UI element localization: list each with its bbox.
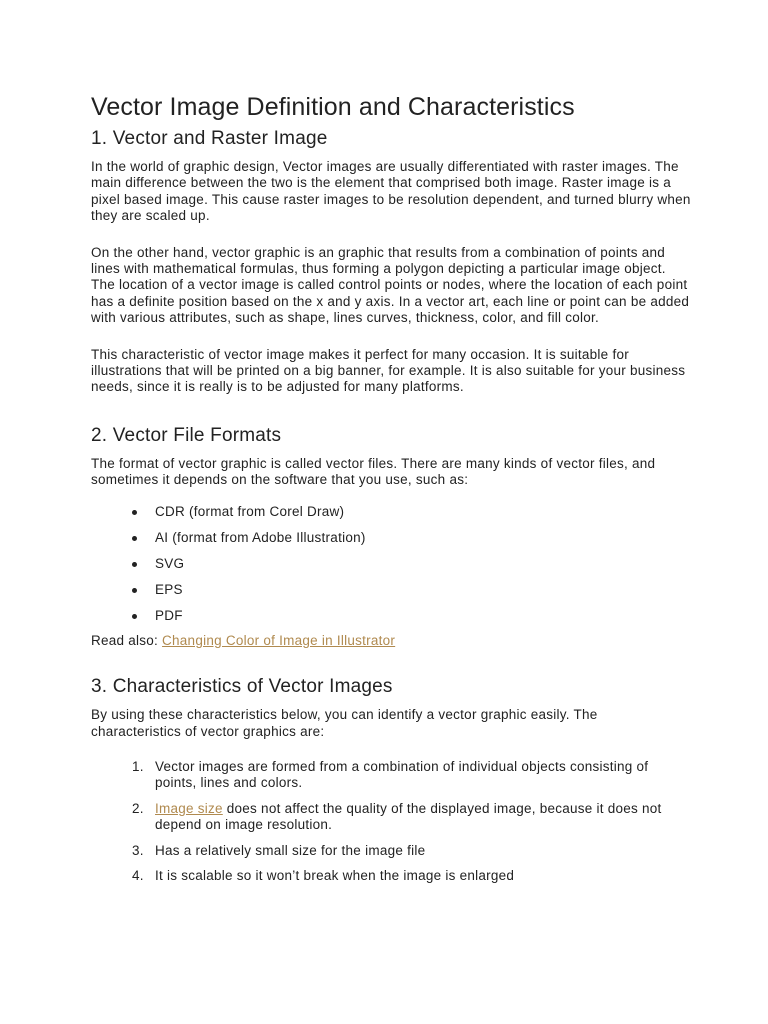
format-label: CDR (format from Corel Draw) — [155, 503, 345, 519]
format-label: PDF — [155, 607, 183, 623]
list-number: 4. — [132, 867, 144, 883]
section-heading-file-formats: 2. Vector File Formats — [91, 424, 282, 446]
paragraph-vector-uses: This characteristic of vector image makes it perfect for many occasion. It is suitable for illustrations that will be printed on a big banner, for example. It is also suitable for your business needs, since it is really is to be adjusted for many platforms. — [91, 346, 686, 395]
list-number: 3. — [132, 842, 144, 858]
list-item-text: Vector images are formed from a combination of individual objects consisting of points, lines and colors. — [155, 758, 649, 791]
characteristics-list — [91, 759, 691, 884]
list-item-text: Has a relatively small size for the image file — [155, 842, 426, 858]
list-item-text: It is scalable so it won’t break when the image is enlarged — [155, 867, 515, 883]
document-page — [91, 92, 691, 893]
section-heading-vector-raster: 1. Vector and Raster Image — [91, 128, 328, 149]
paragraph-vector-definition: On the other hand, vector graphic is an graphic that results from a combination of points and lines with mathematical formulas, thus forming a polygon depicting a particular image object. The location of a vector image is called control points or nodes, where the location of each point has a definite position based on the x and y axis. In a vector art, each line or point can be added with various attributes, such as shape, lines curves, thickness, color, and fill color. — [91, 244, 690, 326]
paragraph-formats-intro: The format of vector graphic is called vector files. There are many kinds of vector files, and sometimes it depends on the software that you use, such as: — [91, 455, 656, 488]
read-also-label: Read also: — [91, 632, 163, 648]
read-also-line — [91, 633, 691, 649]
list-item — [91, 759, 691, 792]
section-heading-characteristics: 3. Characteristics of Vector Images — [91, 676, 393, 698]
format-label: SVG — [155, 555, 185, 571]
list-number: 2. — [132, 800, 144, 816]
list-item-text: does not affect the quality of the displayed image, because it does not depend on image resolution. — [155, 800, 662, 833]
bullet-icon — [132, 536, 137, 541]
bullet-icon — [132, 510, 137, 515]
bullet-icon — [132, 614, 137, 619]
list-item — [91, 868, 691, 884]
list-item — [91, 801, 691, 834]
format-label: AI (format from Adobe Illustration) — [155, 529, 366, 545]
list-item — [91, 504, 691, 520]
bullet-icon — [132, 588, 137, 593]
list-item — [91, 843, 691, 859]
paragraph-characteristics-intro: By using these characteristics below, you can identify a vector graphic easily. The characteristics of vector graphics are: — [91, 707, 598, 739]
read-also-link[interactable]: Changing Color of Image in Illustrator — [162, 632, 396, 648]
bullet-icon — [132, 562, 137, 567]
list-item — [91, 582, 691, 598]
format-label: EPS — [155, 581, 183, 597]
list-number: 1. — [132, 758, 144, 774]
page-title: Vector Image Definition and Characteristics — [91, 93, 575, 121]
image-size-link[interactable]: Image size — [155, 800, 223, 816]
format-list — [91, 504, 691, 624]
list-item — [91, 530, 691, 546]
paragraph-raster-intro: In the world of graphic design, Vector images are usually differentiated with raster images. The main difference between the two is the element that comprised both image. Raster image is a pixel based image. This cause raster images to be resolution dependent, and turned blurry when they are scaled up. — [91, 159, 691, 224]
list-item — [91, 608, 691, 624]
list-item — [91, 556, 691, 572]
